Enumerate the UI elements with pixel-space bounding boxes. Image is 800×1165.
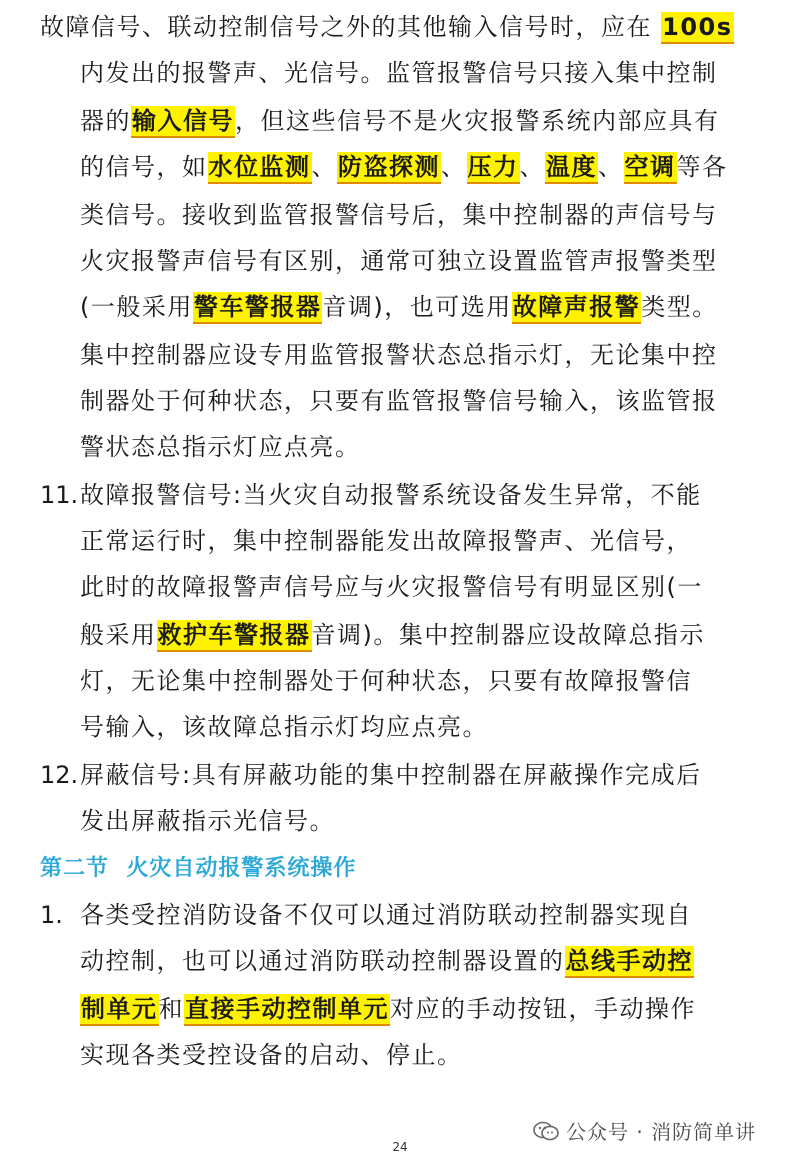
text: 故障报警信号:当火灾自动报警系统设备发生异常，不能	[80, 481, 702, 509]
highlight: 总线手动控	[565, 946, 695, 978]
text-line	[80, 806, 335, 836]
text: 的信号，如	[80, 153, 208, 181]
text: 灯，无论集中控制器处于何种状态，只要有故障报警信	[80, 667, 692, 695]
text: 警状态总指示灯应点亮。	[80, 433, 361, 461]
highlight: 制单元	[80, 994, 159, 1026]
text: 音调)。集中控制器应设故障总指示	[311, 621, 705, 649]
text: 火灾报警声信号有区别，通常可独立设置监管声报警类型	[80, 247, 718, 275]
text: 般采用	[80, 621, 157, 649]
text-line	[80, 620, 705, 650]
text-line	[80, 152, 728, 182]
text-line	[80, 994, 696, 1024]
text-line	[80, 526, 692, 556]
text: 号输入，该故障总指示灯均应点亮。	[80, 713, 488, 741]
highlight: 100s	[661, 12, 733, 44]
text-line	[80, 480, 702, 510]
text: 对应的手动按钮，手动操作	[390, 995, 696, 1023]
text-line	[80, 900, 692, 930]
text-line	[80, 712, 488, 742]
list-number: 1.	[40, 901, 63, 929]
text-line	[80, 572, 703, 602]
highlight: 故障声报警	[512, 292, 642, 324]
text-line	[40, 12, 734, 42]
text: 屏蔽信号:具有屏蔽功能的集中控制器在屏蔽操作完成后	[80, 761, 702, 789]
text-line	[80, 58, 718, 88]
text: 动控制，也可以通过消防联动控制器设置的	[80, 947, 565, 975]
text: 音调)，也可选用	[322, 293, 512, 321]
page-number: 24	[392, 1140, 408, 1154]
text-line	[80, 106, 720, 136]
text: 故障信号、联动控制信号之外的其他输入信号时，应在	[40, 13, 662, 41]
text: (一般采用	[80, 293, 193, 321]
text-line	[80, 386, 718, 416]
highlight: 直接手动控制单元	[184, 994, 390, 1026]
text-line	[80, 760, 702, 790]
text: 类型。	[641, 293, 718, 321]
highlight: 温度	[545, 152, 598, 184]
text: 内发出的报警声、光信号。监管报警信号只接入集中控制	[80, 59, 718, 87]
text-line	[80, 292, 718, 322]
highlight: 水位监测	[208, 152, 312, 184]
text: 类信号。接收到监管报警信号后，集中控制器的声信号与	[80, 201, 718, 229]
text: 此时的故障报警声信号应与火灾报警信号有明显区别(一	[80, 573, 703, 601]
section-heading: 第二节 火灾自动报警系统操作	[40, 856, 357, 881]
text: ，但这些信号不是火灾报警系统内部应具有	[235, 107, 720, 135]
text: 器的	[80, 107, 131, 135]
highlight: 压力	[467, 152, 520, 184]
highlight: 空调	[624, 152, 677, 184]
text: 实现各类受控设备的启动、停止。	[80, 1041, 463, 1069]
text-line	[80, 432, 361, 462]
list-number: 12.	[40, 761, 79, 789]
highlight: 救护车警报器	[157, 620, 312, 652]
text-line	[80, 946, 694, 976]
text: 等各	[676, 153, 728, 181]
text: 、	[311, 153, 337, 181]
text-line	[80, 200, 718, 230]
text: 制器处于何种状态，只要有监管报警信号输入，该监管报	[80, 387, 718, 415]
highlight: 输入信号	[131, 106, 235, 138]
text-line	[80, 666, 692, 696]
text-line	[80, 1040, 463, 1070]
text: 、	[519, 153, 545, 181]
text-line	[80, 340, 718, 370]
highlight: 警车警报器	[193, 292, 323, 324]
text: 、	[441, 153, 467, 181]
text-line	[80, 246, 718, 276]
text: 集中控制器应设专用监管报警状态总指示灯，无论集中控	[80, 341, 718, 369]
watermark-text: 公众号 · 消防简单讲	[566, 1120, 757, 1144]
highlight: 防盗探测	[337, 152, 441, 184]
wechat-icon	[532, 1120, 560, 1142]
text: 、	[598, 153, 624, 181]
list-number: 11.	[40, 481, 79, 509]
text: 发出屏蔽指示光信号。	[80, 807, 335, 835]
text: 各类受控消防设备不仅可以通过消防联动控制器实现自	[80, 901, 692, 929]
text: 和	[158, 995, 184, 1023]
text: 正常运行时，集中控制器能发出故障报警声、光信号，	[80, 527, 692, 555]
